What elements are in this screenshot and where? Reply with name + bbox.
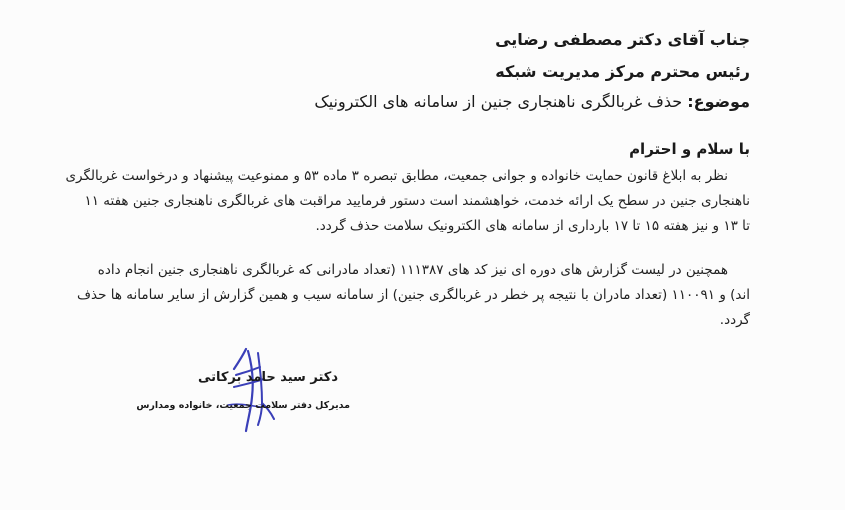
subject-label: موضوع:: [687, 92, 750, 111]
recipient-line: جناب آقای دکتر مصطفی رضایی: [495, 30, 750, 49]
paragraph-1-line: تا ۱۳ و نیز هفته ۱۵ تا ۱۷ بارداری از سامانه های الکترونیک سلامت حذف گردد.: [315, 218, 750, 234]
paragraph-1-line: نظر به ابلاغ قانون حمایت خانواده و جوانی جمعیت، مطابق تبصره ۳ ماده ۵۳ و ممنوعیت پیشنهاد و درخواست غربالگری: [65, 168, 728, 184]
greeting: با سلام و احترام: [629, 140, 750, 158]
paragraph-2-line: همچنین در لیست گزارش های دوره ای نیز کد های ۱۱۱۳۸۷ (تعداد مادرانی که غربالگری ناهنجاری جنین انجام داده: [97, 262, 728, 278]
recipient-title: رئیس محترم مرکز مدیریت شبکه: [495, 62, 750, 81]
paragraph-2: [77, 258, 750, 333]
signer-title: مدیرکل دفتر سلامت جمعیت، خانواده ومدارس: [136, 400, 350, 411]
paragraph-2-line: گردد.: [719, 312, 750, 328]
paragraph-2-line: اند) و ۱۱۰۰۹۱ (تعداد مادران با نتیجه پر خطر در غربالگری جنین) از سامانه سیب و همین گزارش از سایر سامانه ها حذف: [77, 287, 750, 303]
paragraph-1-line: ناهنجاری جنین در سطح یک ارائه خدمت، خواهشمند است دستور فرمایید مراقبت های غربالگری ناهنجاری جنین هفته ۱۱: [84, 193, 750, 209]
signature-block: [120, 368, 350, 438]
subject-line: [314, 92, 750, 111]
signer-name: دکتر سید حامد برکاتی: [197, 370, 338, 385]
paragraph-1: [65, 164, 750, 239]
subject-text: حذف غربالگری ناهنجاری جنین از سامانه های الکترونیک: [314, 92, 688, 111]
